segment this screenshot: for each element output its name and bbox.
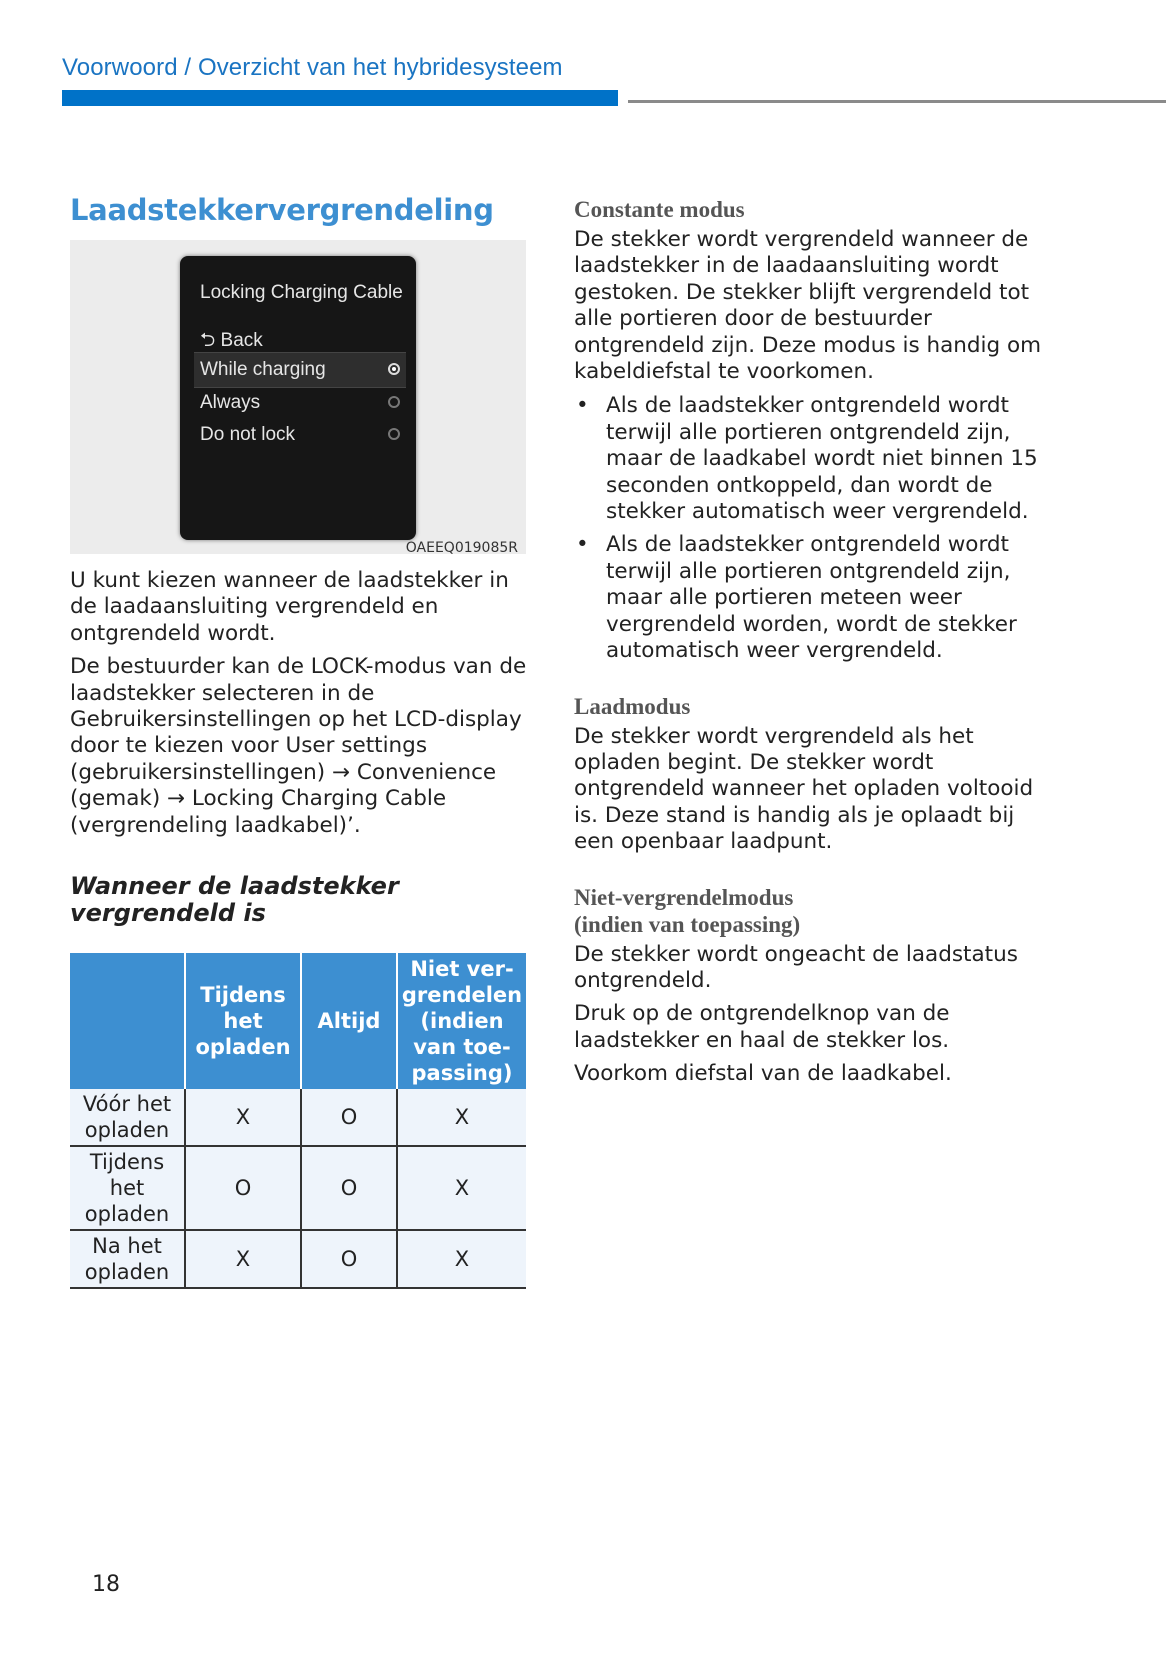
table-row: [70, 1146, 526, 1230]
constant-mode-heading: Constante modus: [574, 197, 745, 222]
header-rule: [628, 100, 1166, 103]
header-accent-bar: [62, 90, 618, 106]
no-lock-mode-text: Voorkom diefstal van de laadkabel.: [574, 1061, 952, 1087]
charging-mode-text: De stekker wordt vergrendeld als het opladen begint. De stekker wordt ontgrendeld wanneer het opladen voltooid is. Deze stand is handig als je oplaadt bij een openbaar laadpunt.: [574, 723, 1034, 855]
option-label: Always: [200, 392, 261, 413]
bullet-item: • Als de laadstekker ontgrendeld wordt terwijl alle portieren ontgrendeld zijn, maar de laadkabel wordt niet binnen 15 seconden ontkoppeld, dan wordt de stekker automatisch weer vergrendeld.: [574, 393, 1044, 525]
back-label: Back: [220, 330, 263, 351]
cell: X: [185, 1230, 301, 1288]
row-label: Na het opladen: [70, 1230, 185, 1288]
screen-back-item: [194, 320, 406, 354]
constant-mode-text: De stekker wordt vergrendeld wanneer de laadstekker in de laadaansluiting wordt gestoken. De stekker blijft vergrendeld tot alle portieren door de bestuurder ontgrendeld zijn. Deze modus is handig om kabeldiefstal te voorkomen.: [574, 227, 1042, 385]
table-row: [70, 1089, 526, 1146]
screen-option-always: [194, 386, 406, 420]
radio-selected-icon: [388, 363, 400, 375]
figure-code: OAEEQ019085R: [405, 540, 518, 556]
table-header-do-not-lock: Niet ver-grendelen (indien van toe-passing): [397, 953, 526, 1089]
instructions-paragraph: De bestuurder kan de LOCK-modus van de laadstekker selecteren in de Gebruikersinstellingen op het LCD-display door te kiezen voor User settings (gebruikersinstellingen) → Convenience (gemak) → Locking Charging Cable (vergrendeling laadkabel)’.: [70, 654, 527, 838]
breadcrumb: Voorwoord / Overzicht van het hybridesysteem: [62, 54, 563, 81]
lcd-screen: [180, 256, 416, 540]
screen-title: Locking Charging Cable: [200, 282, 403, 303]
cell: X: [185, 1089, 301, 1146]
back-arrow-icon: ⮌: [200, 330, 216, 351]
row-label: Tijdens het opladen: [70, 1146, 185, 1230]
option-label: While charging: [200, 359, 326, 380]
screen-option-do-not-lock: [194, 418, 406, 452]
bullet-item: • Als de laadstekker ontgrendeld wordt terwijl alle portieren ontgrendeld zijn, maar alle portieren meteen weer vergrendeld worden, wordt de stekker automatisch weer vergrendeld.: [574, 532, 1044, 664]
row-label: Vóór het opladen: [70, 1089, 185, 1146]
table-header-empty: [70, 953, 185, 1089]
radio-empty-icon: [388, 428, 400, 440]
constant-mode-bullets: [574, 393, 1044, 664]
left-column: [70, 192, 530, 1289]
cell: O: [301, 1089, 397, 1146]
table-header-row: [70, 953, 526, 1089]
no-lock-mode-heading: [574, 884, 1044, 938]
no-lock-mode-text: De stekker wordt ongeacht de laadstatus ontgrendeld.: [574, 941, 1018, 993]
intro-paragraph: U kunt kiezen wanneer de laadstekker in de laadaansluiting vergrendeld en ontgrendeld wordt.: [70, 568, 509, 646]
cell: X: [397, 1146, 526, 1230]
no-lock-mode-text: Druk op de ontgrendelknop van de laadstekker en haal de stekker los.: [574, 1001, 950, 1053]
page-number: 18: [92, 1572, 120, 1597]
right-column: [574, 196, 1044, 1088]
radio-empty-icon: [388, 396, 400, 408]
cell: X: [397, 1230, 526, 1288]
table-heading: Wanneer de laadstekker vergrendeld is: [70, 872, 399, 928]
table-header-while-charging: Tijdens het opladen: [185, 953, 301, 1089]
screen-option-while-charging: [194, 352, 406, 388]
table-row: [70, 1230, 526, 1288]
section-title: Laadstekkervergrendeling: [70, 193, 494, 227]
cell: X: [397, 1089, 526, 1146]
cell: O: [301, 1146, 397, 1230]
cell: O: [185, 1146, 301, 1230]
lock-mode-table: [70, 953, 526, 1289]
option-label: Do not lock: [200, 424, 296, 445]
heading-line: Niet-vergrendelmodus: [574, 884, 794, 910]
charging-mode-heading: Laadmodus: [574, 693, 691, 719]
figure-lcd-screen: [70, 240, 526, 554]
heading-line: (indien van toepassing): [574, 911, 801, 937]
cell: O: [301, 1230, 397, 1288]
table-header-always: Altijd: [301, 953, 397, 1089]
